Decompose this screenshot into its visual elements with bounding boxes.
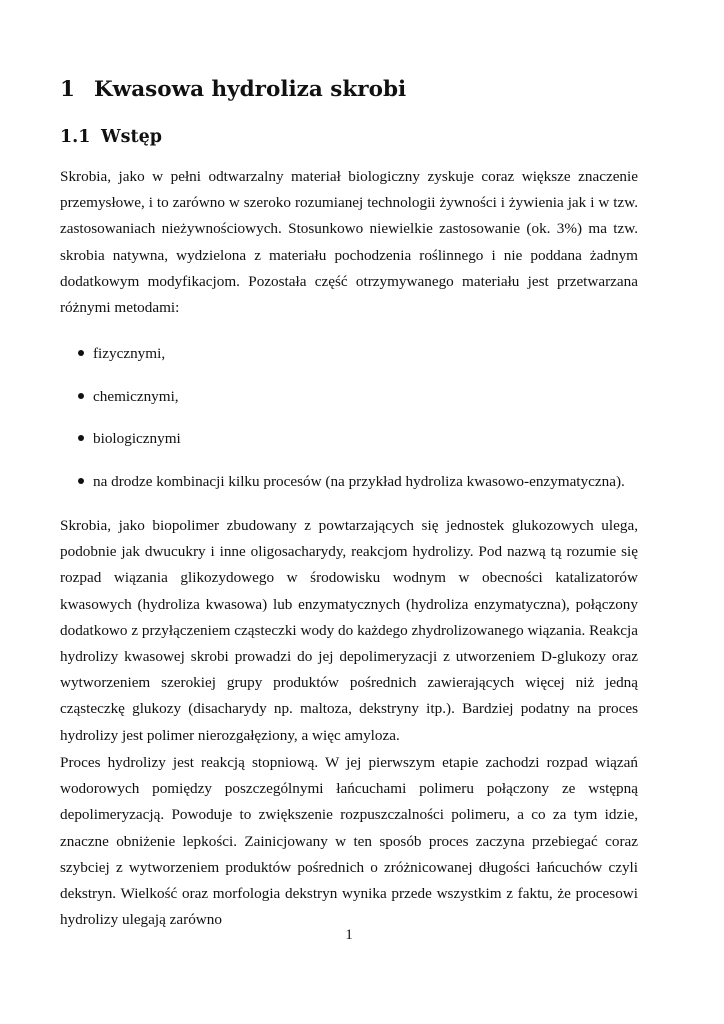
list-item-text: chemicznymi, (93, 387, 179, 405)
section-number: 1 (60, 77, 75, 102)
list-item-text: biologicznymi (93, 430, 181, 447)
process-paragraph: Proces hydrolizy jest reakcją stopniową. W jej pierwszym etapie zachodzi rozpad wiązań wodorowych pomiędzy poszczególnymi łańcuchami polimeru połączony ze wstępną depolimeryzacją. Powoduje to zwiększenie rozpuszczalności polimeru, a co za tym idzie, znaczne obniżenie lepkości. Zainicjowany w ten sposób proces zaczyna przebiegać coraz szybciej z wytworzeniem produktów pośrednich o zróżnicowanej długości łańcuchów czyli dekstryn. Wielkość oraz morfologia dekstryn wynika przede wszystkim z faktu, że procesowi hydrolizy ulegają zarówno (60, 754, 638, 929)
bullet-icon (78, 350, 84, 356)
bullet-icon (78, 435, 84, 441)
subsection-title: Wstęp (101, 127, 162, 147)
list-item (60, 384, 638, 427)
intro-paragraph: Skrobia, jako w pełni odtwarzalny materiał biologiczny zyskuje coraz większe znaczenie przemysłowe, i to zarówno w szeroko rozumianej technologii żywności i żywienia jak i w tzw. zastosowaniach nieżywnościowych. Stosunkowo niewielkie zastosowanie (ok. 3%) ma tzw. skrobia natywna, wydzielona z materiału pochodzenia roślinnego i nie poddana żadnym dodatkowym modyfikacjom. Pozostała część otrzymywanego materiału jest przetwarzana różnymi metodami: (60, 168, 638, 317)
document-page (60, 0, 638, 1024)
bullet-icon (78, 393, 84, 399)
list-item (60, 469, 638, 512)
list-item-text: na drodze kombinacji kilku procesów (na przykład hydroliza kwasowo-enzymatyczna). (93, 472, 625, 490)
subsection-heading (60, 127, 162, 147)
section-heading (60, 77, 406, 102)
page-number: 1 (345, 926, 353, 943)
list-item (60, 426, 638, 469)
section-title: Kwasowa hydroliza skrobi (94, 77, 407, 102)
list-item-text: fizycznymi, (93, 345, 166, 362)
methods-list (60, 341, 638, 511)
list-item (60, 341, 638, 384)
bullet-icon (78, 478, 84, 484)
subsection-number: 1.1 (60, 127, 91, 147)
hydrolysis-paragraph: Skrobia, jako biopolimer zbudowany z powtarzających się jednostek glukozowych ulega, podobnie jak dwucukry i inne oligosacharydy, reakcjom hydrolizy. Pod nazwą tą rozumie się rozpad wiązania glikozydowego w środowisku wodnym w obecności katalizatorów kwasowych (hydroliza kwasowa) lub enzymatycznych (hydroliza enzymatyczna), połączony dodatkowo z przyłączeniem cząsteczki wody do każdego zhydrolizowanego wiązania. Reakcja hydrolizy kwasowej skrobi prowadzi do jej depolimeryzacji z utworzeniem D-glukozy oraz wytworzeniem szerokiej grupy produktów pośrednich zawierających więcej niż jedną cząsteczkę glukozy (disacharydy np. maltoza, dekstryny itp.). Bardziej podatny na proces hydrolizy jest polimer nierozgałęziony, a więc amyloza. (60, 517, 638, 744)
